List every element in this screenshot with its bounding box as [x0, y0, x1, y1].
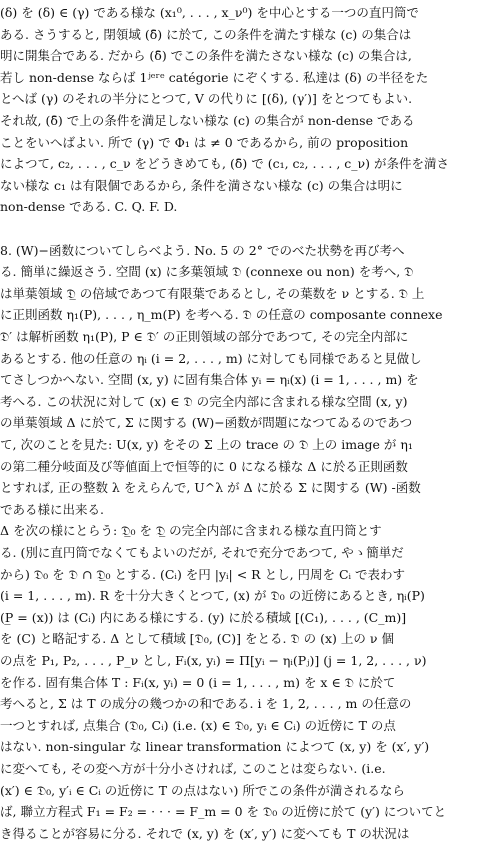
blank-line — [0, 218, 501, 240]
text-line: とすれば, 正の整数 λ をえらんで, U^λ が Δ に於る Σ に関する (W) -函数 — [0, 480, 421, 496]
text-line: の点を P₁, P₂, . . . , P_ν とし, Fᵢ(x, yᵢ) = Π[yᵢ − ηᵢ(Pⱼ)] (j = 1, 2, . . . , ν) — [0, 653, 427, 668]
text-line: 考へる. この状況に対して (x) ∈ 𝔇 の完全内部に含まれる様な空間 (x, y) — [0, 393, 408, 409]
text-line: によつて, c₂, . . . , c_ν をどうきめても, (δ̄) で (c₁, c₂, . . . , c_ν) が条件を満さ — [0, 156, 449, 172]
text-line: ない様な c₁ は有限個であるから, 条件を満さない様な (c) の集合は明に — [0, 177, 403, 193]
text-line: ことをいへばよい. 所で (γ) で Φ₁ は ≠ 0 であるから, 前の proposition — [0, 134, 409, 150]
text-line: Δ を次の様にとらう: 𝔇̲₀ を 𝔇̲ の完全内部に含まれる様な直円筒とす — [0, 523, 382, 539]
text-line: (x′) ∈ 𝔇₀, y′ᵢ ∈ Cᵢ の近傍に T の点はない) 所でこの条件が満されるなら — [0, 782, 405, 798]
text-line: き得ることが容易に分る. それで (x, y) を (x′, y′) に変へても T の状況は — [0, 825, 410, 841]
text-line: て, 次のことを見た: U(x, y) をその Σ 上の trace の 𝔇 上の image が η₁ — [0, 437, 413, 452]
text-line: は単葉領域 𝔇̲ の倍域であつて有限葉であるとし, その葉数を ν とする. 𝔇 上 — [0, 285, 425, 301]
text-line: 若し non-dense ならば 1ʲᵉʳᵉ catégorie にぞくする. 私達は (δ) の半径をた — [0, 69, 429, 85]
text-line: を (C) と略記する. Δ として積域 [𝔇₀, (C)] をとる. 𝔇 の (x) 上の ν 個 — [0, 631, 394, 647]
text-line: (δ) を (δ) ∈ (γ) である様な (x₁⁰, . . . , x_ν⁰) を中心とする一つの直円筒で — [0, 5, 419, 20]
text-line: る. 簡単に繰返さう. 空間 (x) に多葉領域 𝔇 (connexe ou non) を考へ, 𝔇 — [0, 264, 414, 280]
text-line: である様に出来る. — [0, 501, 104, 517]
text-line: ば, 聯立方程式 F₁ = F₂ = · · · = F_m = 0 を 𝔇₀ の近傍に於て (y′) についてと — [0, 804, 447, 820]
text-line: 8. (W)−函数についてしらべよう. No. 5 の 2° でのべた状勢を再び考へ — [0, 242, 405, 258]
text-line: (i = 1, . . . , m). R を十分大きくとつて, (x) が 𝔇₀ の近傍にあるとき, ηᵢ(P) — [0, 588, 425, 604]
text-line: non-dense である. C. Q. F. D. — [0, 199, 178, 215]
text-line: を作る. 固有集合体 T : Fᵢ(x, yᵢ) = 0 (i = 1, . . . , m) を x ∈ 𝔇 に於て — [0, 674, 396, 690]
text-line: 一つとすれば, 点集合 (𝔇₀, Cᵢ) (i.e. (x) ∈ 𝔇₀, yᵢ ∈ Cᵢ) の近傍に T の点 — [0, 717, 396, 733]
text-line: 考へると, Σ は T の成分の幾つかの和である. i を 1, 2, . . . , m の任意の — [0, 696, 412, 712]
text-line: 明に開集合である. だから (δ̄) でこの条件を満たさない様な (c) の集合は, — [0, 48, 412, 64]
text-line: に正則函数 η₁(P), . . . , η_m(P) を考へる. 𝔇 の任意の composante connexe — [0, 307, 443, 323]
text-line: から) 𝔇₀ を 𝔇 ∩ 𝔇̲₀ とする. (Cᵢ) を円 |yᵢ| < R とし, 円周を Cᵢ で表わす — [0, 566, 406, 582]
text-line: はない. non-singular な linear transformation によつて (x, y) を (x′, y′) — [0, 739, 430, 755]
text-line: てさしつかへない. 空間 (x, y) に固有集合体 yᵢ = ηᵢ(x) (i = 1, . . . , m) を — [0, 372, 419, 388]
text-line: あるとする. 他の任意の ηᵢ (i = 2, . . . , m) に対しても同様であると見做し — [0, 350, 422, 366]
text-line: それ故, (δ̄) で上の条件を満足しない様な (c) の集合が non-dense である — [0, 113, 415, 128]
text-line: ある. さうすると, 閉領域 (δ̄) に於て, この条件を満たす様な (c) の集合は — [0, 26, 412, 42]
text-line: とへば (γ) のそれの半分にとつて, V の代りに [(δ), (γ′)] をとつてもよい. — [0, 91, 413, 107]
text-line: の第二種分岐面及び等値面上で恒等的に 0 になる様な Δ に於る正則函数 — [0, 458, 408, 474]
text-line: 𝔇′ は解析函数 η₁(P), P ∈ 𝔇′ の正則領域の部分であつて, その完全内部に — [0, 329, 409, 344]
text-line: に変へても, その変へ方が十分小さければ, このことは変らない. (i.e. — [0, 761, 386, 776]
text-line: る. (別に直円筒でなくてもよいのだが, それで充分であつて, やゝ簡単だ — [0, 545, 404, 560]
text-line: (P̲ = (x)) は (Cᵢ) 内にある様にする. (y) に於る積域 [(C₁), . . . , (C_m)] — [0, 609, 407, 625]
text-line: の単葉領域 Δ に於て, Σ に関する (W)−函数が問題になつてゐるのであつ — [0, 415, 413, 431]
